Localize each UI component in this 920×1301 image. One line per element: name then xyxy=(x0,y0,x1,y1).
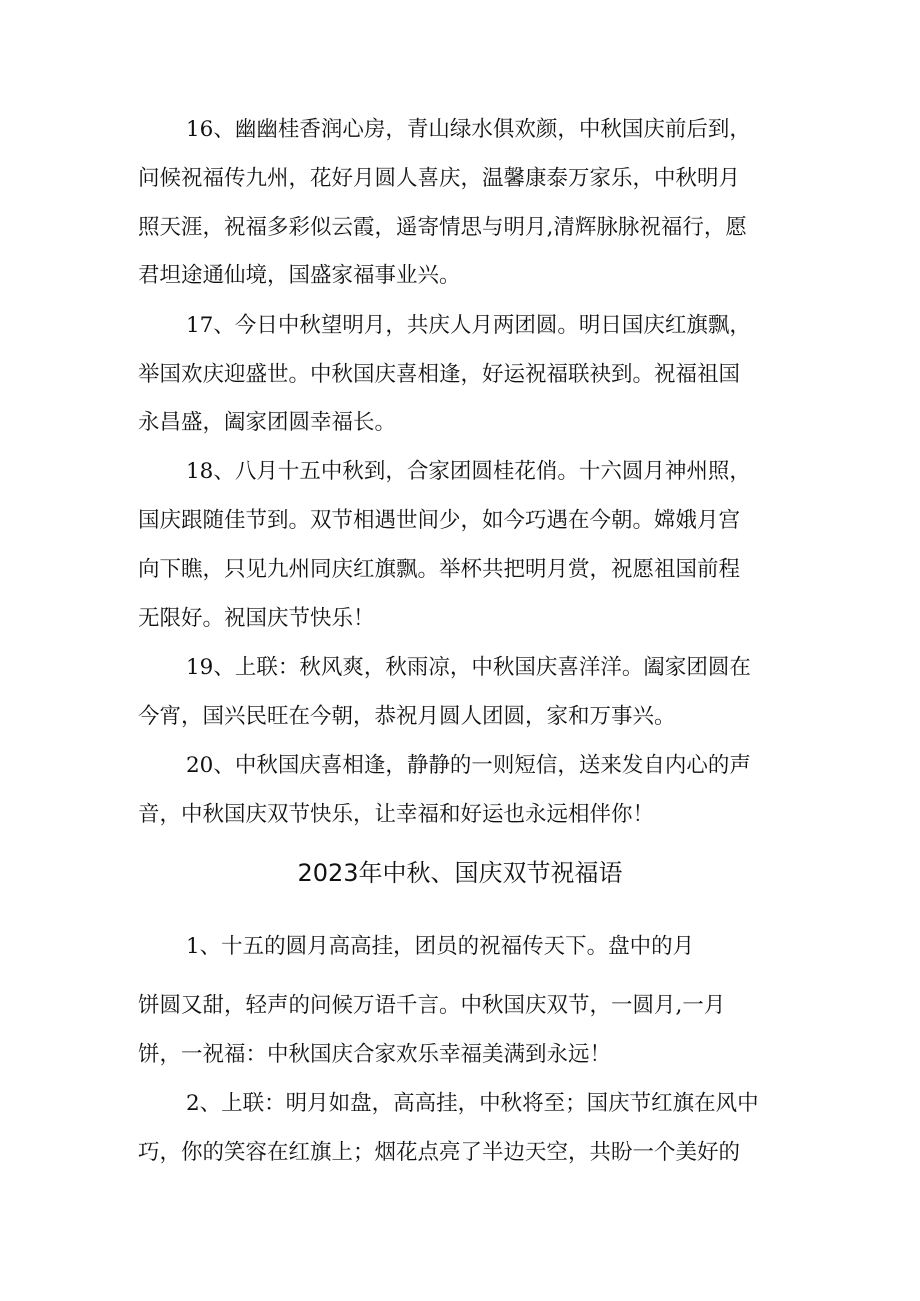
paragraph-line: 20、中秋国庆喜相逢，静静的一则短信，送来发自内心的声 xyxy=(186,753,751,778)
paragraph-line: 无限好。祝国庆节快乐！ xyxy=(138,606,375,631)
paragraph-line: 国庆跟随佳节到。双节相遇世间少，如今巧遇在今朝。嫦娥月宫 xyxy=(138,508,741,533)
paragraph-line: 1、十五的圆月高高挂，团员的祝福传天下。盘中的月 xyxy=(186,934,695,959)
paragraph-line: 巧，你的笑容在红旗上；烟花点亮了半边天空，共盼一个美好的 xyxy=(138,1140,741,1165)
paragraph-line: 16、幽幽桂香润心房，青山绿水俱欢颜，中秋国庆前后到， xyxy=(186,117,751,142)
paragraph-line: 音，中秋国庆双节快乐，让幸福和好运也永远相伴你！ xyxy=(138,802,655,827)
paragraph-line: 2、上联：明月如盘，高高挂，中秋将至；国庆节红旗在风中 xyxy=(186,1091,759,1116)
paragraph-line: 18、八月十五中秋到，合家团圆桂花俏。十六圆月神州照， xyxy=(186,459,751,484)
paragraph-line: 17、今日中秋望明月，共庆人月两团圆。明日国庆红旗飘， xyxy=(186,313,751,338)
paragraph-line: 君坦途通仙境，国盛家福事业兴。 xyxy=(138,263,461,288)
paragraph-line: 举国欢庆迎盛世。中秋国庆喜相逢，好运祝福联袂到。祝福祖国 xyxy=(138,362,741,387)
paragraph-line: 问候祝福传九州，花好月圆人喜庆，温馨康泰万家乐，中秋明月 xyxy=(138,166,741,191)
paragraph-line: 饼圆又甜，轻声的问候万语千言。中秋国庆双节，一圆月,一月 xyxy=(138,993,726,1018)
paragraph-line: 向下瞧，只见九州同庆红旗飘。举杯共把明月赏，祝愿祖国前程 xyxy=(138,557,741,582)
paragraph-line: 饼，一祝福：中秋国庆合家欢乐幸福美满到永远！ xyxy=(138,1042,612,1067)
section-heading: 2023年中秋、国庆双节祝福语 xyxy=(297,859,623,887)
paragraph-line: 19、上联：秋风爽，秋雨凉，中秋国庆喜洋洋。阖家团圆在 xyxy=(186,655,751,680)
paragraph-line: 照天涯，祝福多彩似云霞，遥寄情思与明月,清辉脉脉祝福行，愿 xyxy=(138,215,747,240)
paragraph-line: 永昌盛，阖家团圆幸福长。 xyxy=(138,410,397,435)
paragraph-line: 今宵，国兴民旺在今朝，恭祝月圆人团圆，家和万事兴。 xyxy=(138,704,676,729)
